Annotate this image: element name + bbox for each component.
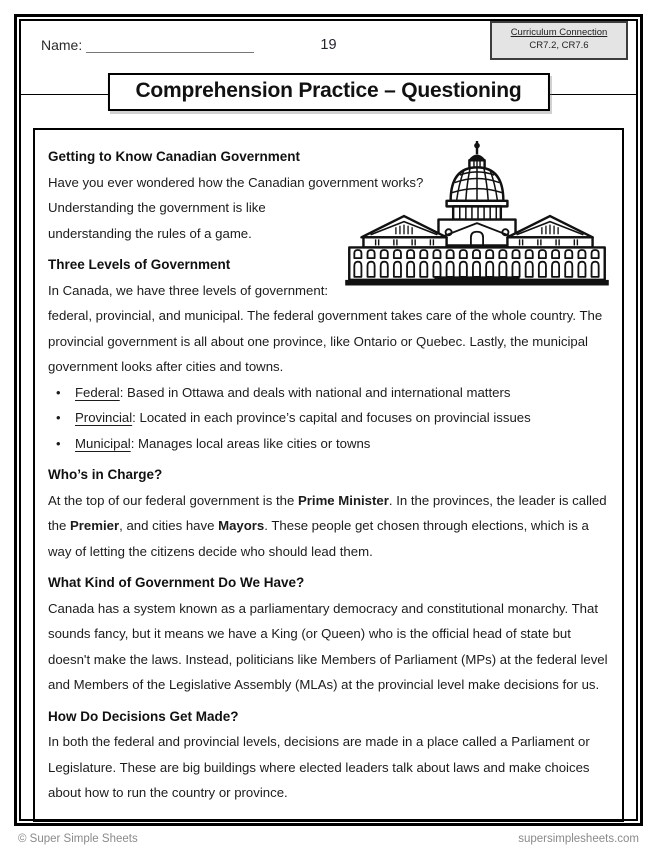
title-box (107, 73, 549, 111)
parliament-building-icon (345, 140, 609, 287)
section-paragraph: In both the federal and provincial levels, decisions are made in a place called a Parliament or Legislature. These are big buildings where elected leaders talk about laws and make choices about how to run the country or province. (48, 734, 590, 800)
name-label: Name: (41, 37, 83, 53)
section-heading: How Do Decisions Get Made? (48, 708, 239, 724)
section-what-kind-of-government (48, 570, 609, 698)
section-heading: Three Levels of Government (48, 257, 231, 272)
bullet-federal: • Federal: Based in Ottawa and deals with national and international matters (48, 380, 609, 406)
section-heading: Getting to Know Canadian Government (48, 149, 301, 164)
title-band (29, 73, 628, 119)
section-paragraph: Have you ever wondered how the Canadian government works? Understanding the government is like understanding the rules of a game. (48, 174, 424, 241)
section-paragraph: In Canada, we have three levels of government: federal, provincial, and municipal. The federal government takes care of the whole country. The provincial government is all about one province, like Ontario or Quebec. Lastly, the municipal government looks after cities and towns. (48, 282, 603, 374)
curriculum-connection-box (490, 21, 628, 60)
section-paragraph: Canada has a system known as a parliamentary democracy and constitutional monarchy. That sounds fancy, but it means we have a King (or Queen) who is the official head of state but doesn't make the laws. Instead, politicians like Members of Parliament (MPs) at the federal level and Members of the Legislative Assembly (MLAs) at the provincial level make decisions for us. (48, 600, 608, 692)
section-how-decisions-get-made (48, 704, 609, 806)
page-inner-border (19, 19, 638, 821)
footer (18, 833, 639, 845)
page-number: 19 (320, 37, 337, 53)
page-title: Comprehension Practice – Questioning (135, 79, 522, 102)
bullet-municipal: • Municipal: Manages local areas like cities or towns (48, 431, 609, 457)
section-whos-in-charge (48, 462, 609, 564)
section-paragraph: At the top of our federal government is the Prime Minister. In the provinces, the leader is called the Premier, and cities have Mayors. These people get chosen through elections, which is a way of letting the citizens decide who should lead them. (48, 492, 607, 559)
page-border (14, 14, 643, 826)
reading-passage-box (33, 128, 624, 822)
curriculum-connection-title: Curriculum Connection (510, 27, 608, 38)
header (29, 27, 628, 65)
section-heading: What Kind of Government Do We Have? (48, 575, 305, 590)
section-heading: Who’s in Charge? (48, 467, 163, 482)
levels-bullet-list (48, 380, 609, 457)
parliament-building-illustration (345, 140, 609, 287)
footer-website: supersimplesheets.com (518, 833, 639, 845)
footer-copyright: © Super Simple Sheets (18, 833, 138, 845)
bullet-provincial: • Provincial: Located in each province’s capital and focuses on provincial issues (48, 405, 609, 431)
curriculum-connection-codes: CR7.2, CR7.6 (529, 39, 589, 51)
